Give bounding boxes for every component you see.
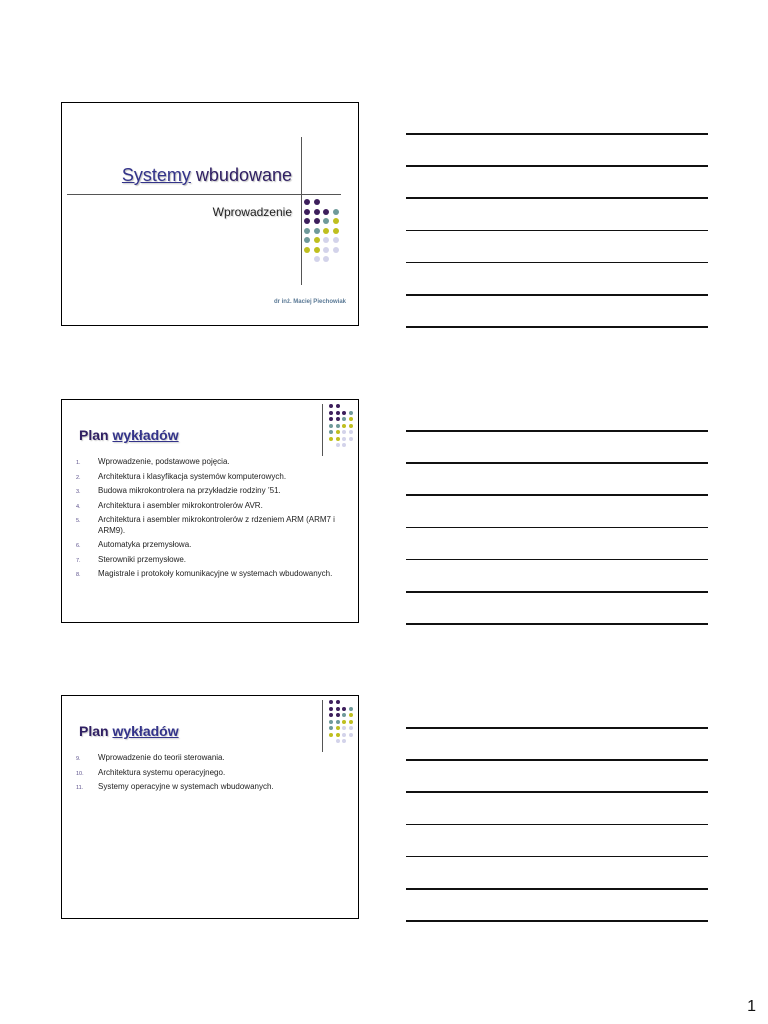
dot <box>336 430 340 434</box>
dot <box>349 424 353 428</box>
note-line <box>406 888 708 890</box>
dot <box>329 404 333 408</box>
list-item-number: 11. <box>76 785 84 791</box>
dot <box>336 411 340 415</box>
divider-vertical <box>322 700 323 752</box>
list-item-number: 9. <box>76 756 81 762</box>
dot <box>333 228 339 234</box>
note-line <box>406 856 708 858</box>
list-item-number: 3. <box>76 489 81 495</box>
note-line <box>406 165 708 167</box>
note-line <box>406 230 708 232</box>
dot <box>349 733 353 737</box>
divider-horizontal <box>67 194 341 195</box>
dot <box>323 247 329 253</box>
dot <box>342 713 346 717</box>
note-line <box>406 824 708 826</box>
list-item <box>76 555 346 566</box>
list-item <box>76 501 346 512</box>
list-item-text: Architektura i asembler mikrokontrolerów AVR. <box>98 500 263 510</box>
dot <box>333 237 339 243</box>
dot <box>323 218 329 224</box>
dot <box>342 739 346 743</box>
dot <box>342 720 346 724</box>
list-item-text: Budowa mikrokontrolera na przykładzie rodziny ’51. <box>98 486 281 495</box>
note-line <box>406 294 708 296</box>
presentation-subtitle: Wprowadzenie <box>212 205 292 219</box>
dot <box>323 237 329 243</box>
dot <box>333 218 339 224</box>
dot <box>329 430 333 434</box>
note-line <box>406 527 708 529</box>
dot <box>349 430 353 434</box>
dot <box>349 707 353 711</box>
heading-plain: Plan <box>79 427 113 443</box>
dot <box>329 417 333 421</box>
list-item-number: 1. <box>76 460 81 466</box>
slide-title <box>61 102 359 326</box>
lecture-list <box>76 457 346 584</box>
dot <box>323 209 329 215</box>
divider-vertical <box>322 404 323 456</box>
dot <box>336 404 340 408</box>
divider-vertical <box>301 137 302 285</box>
dot <box>314 247 320 253</box>
note-line <box>406 791 708 793</box>
slide-plan-1 <box>61 399 359 623</box>
list-item-number: 7. <box>76 557 81 564</box>
dot <box>329 726 333 730</box>
dot <box>349 726 353 730</box>
dot <box>333 209 339 215</box>
author-name: dr inż. Maciej Piechowiak <box>273 299 346 305</box>
heading-accent: wykładów <box>112 427 179 443</box>
list-item-text: Architektura i asembler mikrokontrolerów z rdzeniem ARM (ARM7 i ARM9). <box>98 515 335 535</box>
dot <box>304 199 310 205</box>
dot <box>349 411 353 415</box>
page-number: 1 <box>747 998 756 1015</box>
dot <box>314 218 320 224</box>
dot <box>336 700 340 704</box>
list-item <box>76 457 346 468</box>
dot <box>304 228 310 234</box>
list-item-number: 10. <box>76 770 84 777</box>
dot <box>342 424 346 428</box>
dot <box>342 707 346 711</box>
dot <box>329 720 333 724</box>
list-item-text: Magistrale i protokoły komunikacyjne w systemach wbudowanych. <box>98 569 333 578</box>
dot <box>314 209 320 215</box>
note-line <box>406 920 708 922</box>
list-item-text: Systemy operacyjne w systemach wbudowanych. <box>98 782 274 791</box>
dot <box>314 199 320 205</box>
list-item <box>76 753 346 764</box>
dot <box>349 713 353 717</box>
dot <box>314 256 320 262</box>
list-item-number: 8. <box>76 572 81 578</box>
dot <box>336 713 340 717</box>
list-item-number: 2. <box>76 474 81 481</box>
list-item <box>76 486 346 497</box>
list-item-number: 4. <box>76 503 81 510</box>
dot <box>336 424 340 428</box>
list-item-text: Wprowadzenie do teorii sterowania. <box>98 753 225 762</box>
dot <box>349 720 353 724</box>
note-line <box>406 559 708 561</box>
dot <box>342 411 346 415</box>
list-item <box>76 515 346 536</box>
slide-plan-2 <box>61 695 359 919</box>
note-line <box>406 462 708 464</box>
note-line <box>406 623 708 625</box>
list-item <box>76 472 346 483</box>
dot <box>323 256 329 262</box>
dot <box>333 247 339 253</box>
list-item-text: Automatyka przemysłowa. <box>98 540 192 549</box>
dot <box>336 707 340 711</box>
note-line <box>406 494 708 496</box>
dot <box>304 218 310 224</box>
note-line <box>406 430 708 432</box>
note-line <box>406 326 708 328</box>
list-item-number: 6. <box>76 543 81 549</box>
list-item <box>76 782 346 793</box>
dot <box>336 417 340 421</box>
dot <box>314 237 320 243</box>
list-item-number: 5. <box>76 518 81 524</box>
list-item <box>76 768 346 779</box>
dot <box>336 720 340 724</box>
dot <box>329 424 333 428</box>
dot <box>323 228 329 234</box>
heading-accent: wykładów <box>112 723 179 739</box>
note-line <box>406 133 708 135</box>
dot <box>336 443 340 447</box>
dot <box>329 411 333 415</box>
note-line <box>406 591 708 593</box>
dot <box>349 417 353 421</box>
dot <box>342 437 346 441</box>
dot <box>342 417 346 421</box>
presentation-title <box>62 165 292 186</box>
title-accent-word: Systemy <box>121 165 191 185</box>
lecture-list <box>76 753 346 797</box>
dot <box>329 707 333 711</box>
dot <box>304 209 310 215</box>
title-rest: wbudowane <box>190 165 292 185</box>
list-item-text: Sterowniki przemysłowe. <box>98 554 187 564</box>
note-line <box>406 197 708 199</box>
note-line <box>406 759 708 761</box>
dot <box>342 726 346 730</box>
dot <box>329 733 333 737</box>
heading-plain: Plan <box>79 723 113 739</box>
dot <box>342 443 346 447</box>
list-item <box>76 569 346 580</box>
dot <box>314 228 320 234</box>
dot <box>329 700 333 704</box>
list-item-text: Architektura i klasyfikacja systemów komputerowych. <box>98 471 287 481</box>
list-item <box>76 540 346 551</box>
dot <box>304 247 310 253</box>
list-item-text: Architektura systemu operacyjnego. <box>98 767 226 777</box>
dot <box>342 733 346 737</box>
dot <box>336 739 340 743</box>
slide-heading <box>79 723 179 739</box>
dot <box>329 713 333 717</box>
note-line <box>406 727 708 729</box>
dot <box>336 437 340 441</box>
dot <box>342 430 346 434</box>
dot <box>304 237 310 243</box>
dot <box>336 726 340 730</box>
dot <box>349 437 353 441</box>
slide-heading <box>79 427 179 443</box>
dot <box>329 437 333 441</box>
note-line <box>406 262 708 264</box>
list-item-text: Wprowadzenie, podstawowe pojęcia. <box>98 457 230 466</box>
dot <box>336 733 340 737</box>
